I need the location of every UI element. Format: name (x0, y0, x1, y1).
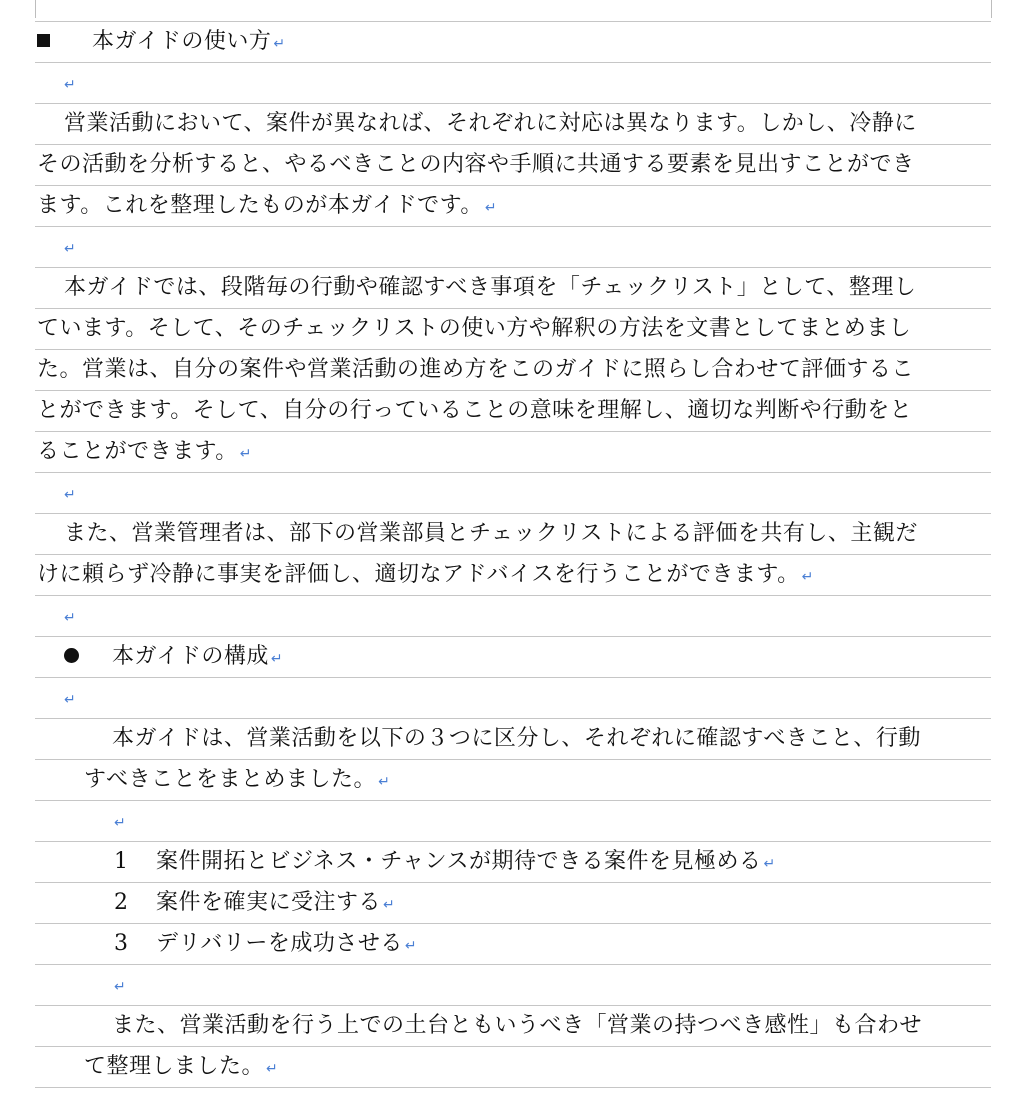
paragraph-text: 本ガイドは、営業活動を以下の３つに区分し、それぞれに確認すべきこと、行動 (112, 726, 921, 751)
return-mark-icon: ↵ (64, 610, 77, 626)
paragraph-line (37, 144, 915, 185)
empty-paragraph (112, 964, 126, 1005)
paragraph-text: 営業活動において、案件が異なれば、それぞれに対応は異なります。しかし、冷静に (64, 111, 917, 136)
paragraph-line (84, 1046, 278, 1087)
return-mark-icon: ↵ (114, 815, 127, 831)
page-corner-right (991, 0, 992, 18)
list-number: 3 (114, 931, 129, 956)
return-mark-icon: ↵ (266, 1061, 279, 1077)
paragraph-line (37, 390, 912, 431)
page-corner-left (35, 0, 36, 18)
grid-rule (35, 964, 991, 965)
list-item (114, 882, 395, 923)
paragraph-line (37, 431, 252, 472)
circle-bullet-icon (64, 648, 79, 663)
return-mark-icon: ↵ (484, 200, 498, 216)
list-number: 2 (114, 890, 129, 915)
list-number: 1 (114, 849, 129, 874)
section-heading-line (64, 636, 283, 677)
paragraph-text: すべきことをまとめました。 (84, 767, 377, 792)
return-mark-icon: ↵ (64, 77, 77, 93)
return-mark-icon: ↵ (64, 692, 77, 708)
paragraph-text: その活動を分析すると、やるべきことの内容や手順に共通する要素を見出すことができ (37, 152, 915, 177)
paragraph-text: とができます。そして、自分の行っていることの意味を理解し、適切な判断や行動をと (37, 398, 913, 423)
heading-line (37, 21, 286, 62)
return-mark-icon: ↵ (114, 979, 127, 995)
empty-paragraph (62, 677, 76, 718)
return-mark-icon: ↵ (270, 651, 284, 667)
list-item (114, 923, 417, 964)
return-mark-icon: ↵ (64, 241, 77, 257)
paragraph-line (64, 513, 918, 554)
section-heading: 本ガイドの構成 (112, 644, 269, 669)
return-mark-icon: ↵ (763, 856, 776, 872)
empty-paragraph (62, 226, 76, 267)
paragraph-line (112, 718, 921, 759)
paragraph-text: た。営業は、自分の案件や営業活動の進め方をこのガイドに照らし合わせて評価するこ (37, 357, 914, 382)
grid-rule (35, 62, 991, 63)
paragraph-line (37, 185, 497, 226)
paragraph-line (37, 554, 814, 595)
grid-rule (35, 677, 991, 678)
list-text: 案件を確実に受注する (156, 890, 382, 915)
paragraph-line (64, 267, 916, 308)
paragraph-text: ることができます。 (37, 439, 238, 464)
paragraph-text: また、営業活動を行う上での土台ともいうべき「営業の持つべき感性」も合わせ (112, 1013, 923, 1038)
return-mark-icon: ↵ (273, 36, 286, 52)
paragraph-text: けに頼らず冷静に事実を評価し、適切なアドバイスを行うことができます。 (37, 562, 800, 587)
paragraph-text: て整理しました。 (84, 1054, 265, 1079)
list-text: 案件開拓とビジネス・チャンスが期待できる案件を見極める (156, 849, 762, 874)
return-mark-icon: ↵ (383, 897, 396, 913)
paragraph-line (84, 759, 390, 800)
grid-rule (35, 595, 991, 596)
list-text: デリバリーを成功させる (156, 931, 403, 956)
empty-paragraph (62, 62, 76, 103)
list-item (114, 841, 776, 882)
paragraph-line (64, 103, 917, 144)
paragraph-line (37, 349, 914, 390)
square-bullet-icon (37, 34, 50, 47)
paragraph-line (37, 308, 911, 349)
page-heading: 本ガイドの使い方 (92, 29, 272, 54)
grid-rule (35, 1087, 991, 1088)
paragraph-text: ています。そして、そのチェックリストの使い方や解釈の方法を文書としてまとめまし (37, 316, 912, 341)
grid-rule (35, 800, 991, 801)
return-mark-icon: ↵ (64, 487, 77, 503)
empty-paragraph (112, 800, 126, 841)
paragraph-text: ます。これを整理したものが本ガイドです。 (37, 193, 483, 218)
return-mark-icon: ↵ (378, 774, 391, 790)
empty-paragraph (62, 595, 76, 636)
paragraph-text: また、営業管理者は、部下の営業部員とチェックリストによる評価を共有し、主観だ (64, 521, 918, 546)
return-mark-icon: ↵ (801, 569, 814, 585)
return-mark-icon: ↵ (404, 938, 418, 954)
empty-paragraph (62, 472, 76, 513)
return-mark-icon: ↵ (239, 446, 252, 462)
grid-rule (35, 472, 991, 473)
grid-rule (35, 226, 991, 227)
paragraph-text: 本ガイドでは、段階毎の行動や確認すべき事項を「チェックリスト」として、整理し (64, 275, 917, 300)
paragraph-line (112, 1005, 922, 1046)
